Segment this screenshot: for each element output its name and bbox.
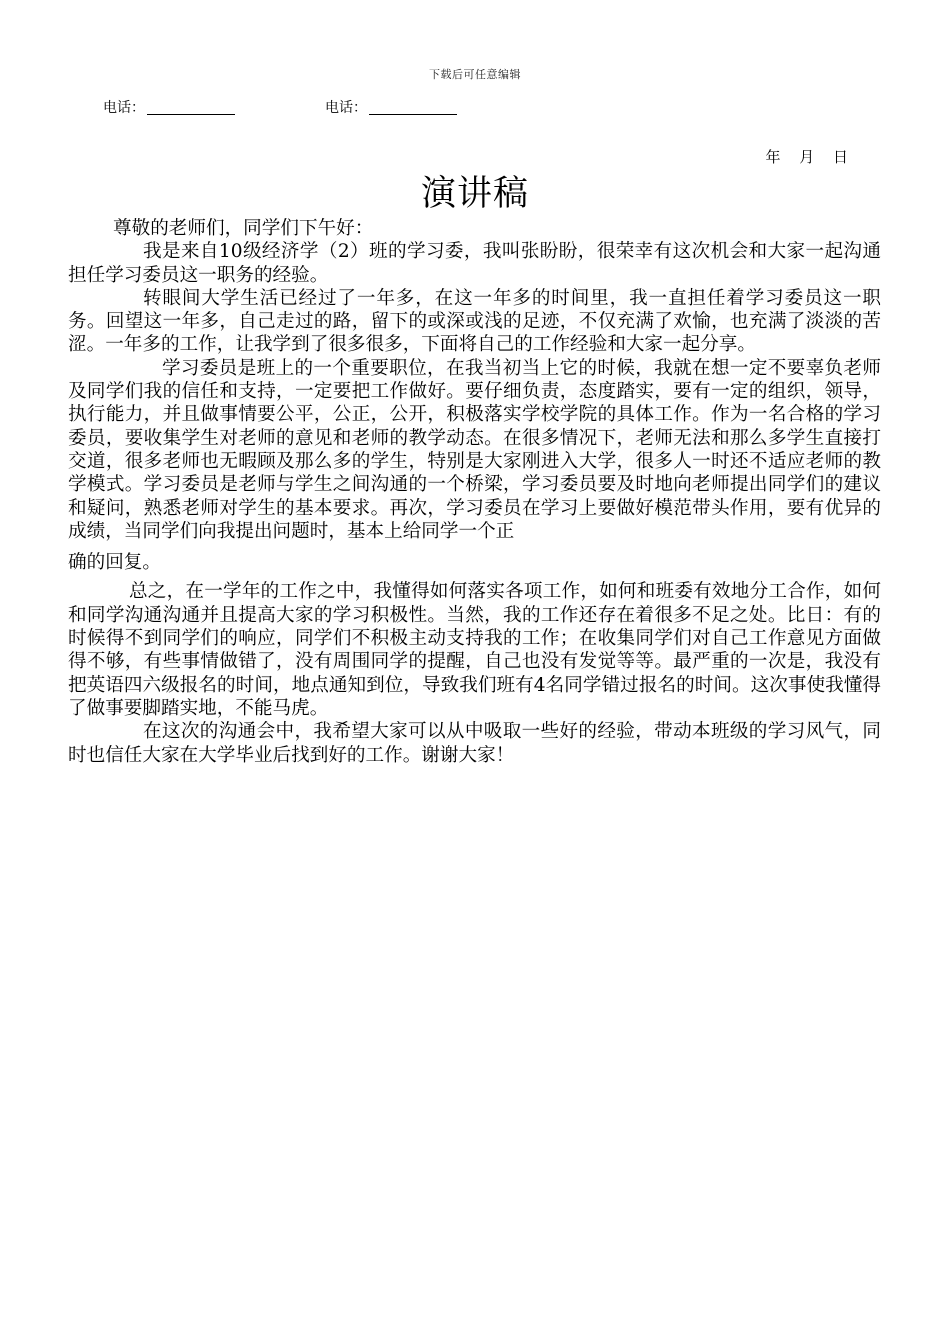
phone-blank-line	[369, 100, 457, 115]
download-note: 下载后可任意编辑	[429, 68, 521, 81]
phone-label: 电话：	[103, 100, 145, 116]
document-title: 演讲稿	[420, 174, 529, 214]
greeting: 尊敬的老师们，同学们下午好：	[113, 218, 374, 239]
paragraph-closing: 在这次的沟通会中，我希望大家可以从中吸取一些好的经验，带动本班级的学习风气，同时也信任大家在大学毕业后找到好的工作。谢谢大家！	[68, 721, 881, 766]
phone-field-2	[325, 97, 457, 117]
speech-body	[68, 217, 881, 767]
date-line: 年 月 日	[765, 148, 848, 166]
phone-blank-line	[147, 100, 235, 115]
phone-field-1	[103, 97, 235, 117]
paragraph-role: 学习委员是班上的一个重要职位，在我当初当上它的时候，我就在想一定不要辜负老师及同学们我的信任和支持，一定要把工作做好。要仔细负责，态度踏实，要有一定的组织，领导，执行能力，并且做事情要公平，公正，公开，积极落实学校学院的具体工作。作为一名合格的学习委员，要收集学生对老师的意见和老师的教学动态。在很多情况下，老师无法和那么多学生直接打交道，很多老师也无暇顾及那么多的学生，特别是大家刚进入大学，很多人一时还不适应老师的教学模式。学习委员是老师与学生之间沟通的一个桥梁，学习委员要及时地向老师提出同学们的建议和疑问，熟悉老师对学生的基本要求。再次，学习委员在学习上要做好模范带头作用，要有优异的成绩，当同学们向我提出问题时，基本上给同学一个正	[68, 357, 881, 542]
paragraph-role-continued: 确的回复。	[68, 552, 161, 574]
paragraph-intro: 我是来自10级经济学（2）班的学习委，我叫张盼盼，很荣幸有这次机会和大家一起沟通担任学习委员这一职务的经验。	[68, 241, 881, 286]
phone-label: 电话：	[325, 100, 367, 116]
paragraph-summary: 总之，在一学年的工作之中，我懂得如何落实各项工作，如何和班委有效地分工合作，如何和同学沟通沟通并且提高大家的学习积极性。当然，我的工作还存在着很多不足之处。比日：有的时候得不到同学们的响应，同学们不积极主动支持我的工作；在收集同学们对自己工作意见方面做得不够，有些事情做错了，没有周围同学的提醒，自己也没有发觉等等。最严重的一次是，我没有把英语四六级报名的时间，地点通知到位，导致我们班有4名同学错过报名的时间。这次事使我懂得了做事要脚踏实地，不能马虎。	[68, 581, 881, 719]
paragraph-experience: 转眼间大学生活已经过了一年多，在这一年多的时间里，我一直担任着学习委员这一职务。回望这一年多，自己走过的路，留下的或深或浅的足迹，不仅充满了欢愉，也充满了淡淡的苦涩。一年多的工作，让我学到了很多很多，下面将自己的工作经验和大家一起分享。	[68, 287, 881, 356]
